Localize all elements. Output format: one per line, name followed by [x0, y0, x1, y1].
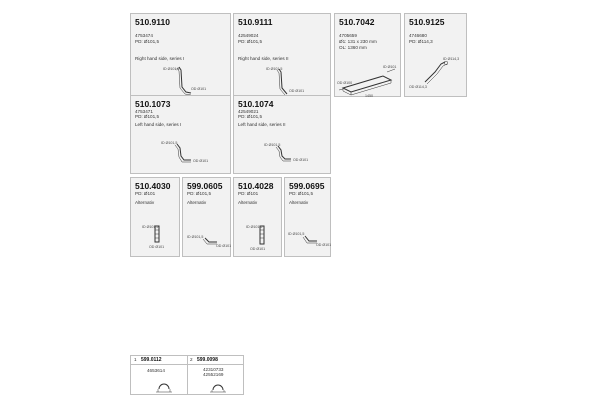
- part-card-599-0605[interactable]: [182, 177, 231, 257]
- part-card-510-9110[interactable]: [130, 13, 231, 97]
- fitment-note: Alternativ: [289, 200, 309, 205]
- part-number: 599.0695: [289, 181, 325, 191]
- pipe-shape: [177, 67, 191, 95]
- dim-label-length: 1450: [365, 94, 373, 98]
- dim-label-id: ID Ø101,5: [288, 232, 305, 236]
- dim-label-od: OD Ø101: [316, 243, 332, 247]
- dim-label-od: OD Ø101: [193, 159, 209, 163]
- dim-label-id: ID Ø101,5: [264, 143, 281, 147]
- dim-label-id: ID Ø101: [383, 65, 397, 69]
- part-number: 510.9110: [135, 17, 170, 27]
- pipe-drawing: [234, 14, 332, 98]
- fitment-note: Left hand side, series I: [135, 122, 182, 127]
- pipe-diameter: PD: Ø101,5: [289, 191, 314, 196]
- pipe-diameter: PD: Ø114,3: [409, 39, 433, 44]
- dim-label-id: ID Ø101,5: [142, 225, 159, 229]
- fitment-note: Alternativ: [238, 200, 258, 205]
- dim-label-od: OD Ø101: [149, 245, 165, 249]
- part-number: 510.9125: [409, 17, 445, 27]
- oe-number: 4705659: [339, 33, 357, 38]
- dim-label-od: OD Ø101: [289, 89, 305, 93]
- dim-label-od: OD Ø114,3: [409, 85, 427, 89]
- dim-label-id: ID Ø101,5: [161, 141, 178, 145]
- fitment-note: Right hand side, series II: [238, 56, 289, 61]
- oe-number: 4746680: [409, 33, 427, 38]
- pipe-drawing: [131, 14, 232, 98]
- pipe-diameter: PD: Ø101,5: [238, 114, 263, 119]
- pipe-drawing: [234, 178, 283, 258]
- pipe-drawing: [405, 14, 468, 98]
- fitment-note: Alternativ: [135, 200, 155, 205]
- oe-number: 4753474: [135, 33, 153, 38]
- accessory-table: [130, 355, 244, 395]
- oe-number: 4653614: [147, 368, 165, 373]
- pipe-drawing: [285, 178, 332, 258]
- part-card-510-9125[interactable]: [404, 13, 467, 97]
- dim-label-od: OD Ø100: [337, 81, 353, 85]
- part-number: 510.4030: [135, 181, 171, 191]
- dim-label-od: OD Ø101: [216, 244, 232, 248]
- part-number: 599.0112: [141, 357, 162, 363]
- item-index: 2: [190, 357, 193, 362]
- part-card-510-1074[interactable]: [233, 95, 331, 174]
- dim-label-id: ID Ø114,3: [443, 57, 460, 61]
- part-number: 510.1074: [238, 99, 274, 109]
- pipe-diameter: PD: Ø101,5: [238, 39, 263, 44]
- oe-number: 42549024: [238, 33, 259, 38]
- fitment-note: Left hand side, series II: [238, 122, 286, 127]
- pipe-drawing: [234, 96, 332, 175]
- overall-length: OL: 1360 mm: [339, 45, 367, 50]
- pipe-shape: [175, 144, 191, 162]
- body-size: Ø1: 131 x 230 mm: [339, 39, 377, 44]
- part-number: 599.0605: [187, 181, 223, 191]
- oe-number: 42552169: [203, 372, 224, 377]
- part-card-599-0695[interactable]: [284, 177, 331, 257]
- pipe-drawing: [183, 178, 232, 258]
- table-divider: [187, 356, 188, 394]
- part-number: 510.1073: [135, 99, 171, 109]
- dim-label-od: OD Ø101: [191, 87, 207, 91]
- fitment-note: Right hand side, series I: [135, 56, 185, 61]
- part-card-510-7042[interactable]: [334, 13, 401, 97]
- pipe-diameter: PD: Ø101,5: [187, 191, 212, 196]
- clamp-icon: [149, 375, 179, 394]
- part-card-510-4030[interactable]: [130, 177, 180, 257]
- clamp-icon: [203, 377, 233, 394]
- part-number: 510.4028: [238, 181, 274, 191]
- part-card-510-9111[interactable]: [233, 13, 331, 97]
- dim-label-id: ID Ø101,5: [246, 225, 263, 229]
- pipe-shape: [303, 236, 317, 243]
- dim-label-id: ID Ø101,5: [163, 67, 180, 71]
- pipe-diameter: PD: Ø101,5: [135, 114, 160, 119]
- pipe-shape: [277, 69, 287, 95]
- dim-label-id: ID Ø101,5: [266, 67, 283, 71]
- part-number: 599.0098: [197, 357, 218, 363]
- pipe-shape: [203, 238, 217, 244]
- part-number: 510.9111: [238, 17, 273, 27]
- pipe-diameter: PD: Ø101: [238, 191, 259, 196]
- fitment-note: Alternativ: [187, 200, 207, 205]
- item-index: 1: [134, 357, 137, 362]
- oe-number: 42549021: [238, 109, 259, 114]
- dim-label-id: ID Ø101,5: [187, 235, 204, 239]
- oe-number: 4753471: [135, 109, 153, 114]
- part-card-510-1073[interactable]: [130, 95, 231, 174]
- part-card-510-4028[interactable]: [233, 177, 282, 257]
- pipe-drawing: [131, 178, 181, 258]
- pipe-shape: [425, 61, 448, 84]
- oe-number: 42310733: [203, 367, 224, 372]
- pipe-diameter: PD: Ø101,5: [135, 39, 160, 44]
- part-number: 510.7042: [339, 17, 375, 27]
- dim-label-od: OD Ø101: [293, 158, 309, 162]
- pipe-diameter: PD: Ø101: [135, 191, 156, 196]
- dim-label-od: OD Ø101: [250, 247, 266, 251]
- pipe-drawing: [131, 96, 232, 175]
- silencer-drawing: [335, 14, 402, 98]
- pipe-shape: [276, 146, 291, 161]
